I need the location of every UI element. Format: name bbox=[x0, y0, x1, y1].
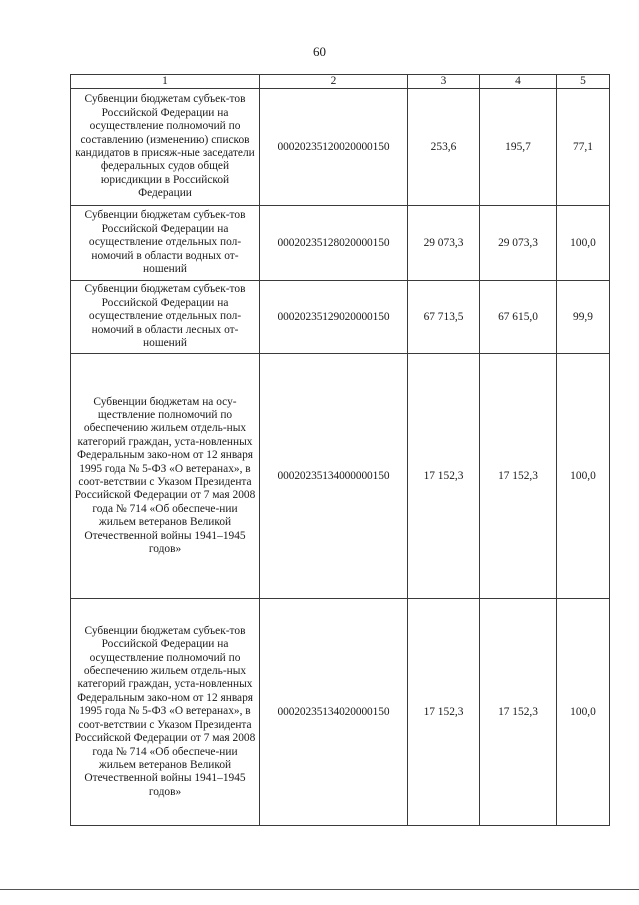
row-value-col4: 67 615,0 bbox=[480, 281, 557, 354]
row-budget-code: 00020235128020000150 bbox=[260, 206, 408, 281]
row-description: Субвенции бюджетам на осу-ществление полномочий по обеспечению жильем отдель-ных категорий граждан, уста-новленных Федеральным зако-ном от 12 января 1995 года № 5-ФЗ «О ветеранах», в соот-ветствии с Указом Президента Российской Федерации от 7 мая 2008 года № 714 «Об обеспече-нии жильем ветеранов Великой Отечественной войны 1941–1945 годов» bbox=[71, 354, 260, 599]
row-value-col3: 29 073,3 bbox=[408, 206, 480, 281]
row-value-col3: 17 152,3 bbox=[408, 354, 480, 599]
table-row bbox=[71, 206, 610, 281]
budget-table bbox=[70, 74, 610, 826]
row-value-col4: 29 073,3 bbox=[480, 206, 557, 281]
row-value-col4: 17 152,3 bbox=[480, 354, 557, 599]
table-row bbox=[71, 89, 610, 206]
row-budget-code: 00020235134020000150 bbox=[260, 599, 408, 826]
row-description: Субвенции бюджетам субъек-тов Российской Федерации на осуществление полномочий по составлению (изменению) списков кандидатов в присяж-ные заседатели федеральных судов общей юрисдикции в Российской Федерации bbox=[71, 89, 260, 206]
row-value-col5: 100,0 bbox=[557, 354, 610, 599]
table-row bbox=[71, 281, 610, 354]
row-description: Субвенции бюджетам субъек-тов Российской Федерации на осуществление отдельных пол-номочий в области водных от-ношений bbox=[71, 206, 260, 281]
table-header-row bbox=[71, 75, 610, 89]
column-header-1: 1 bbox=[71, 75, 260, 89]
row-budget-code: 00020235120020000150 bbox=[260, 89, 408, 206]
row-budget-code: 00020235134000000150 bbox=[260, 354, 408, 599]
row-value-col5: 100,0 bbox=[557, 206, 610, 281]
row-value-col3: 67 713,5 bbox=[408, 281, 480, 354]
row-value-col4: 195,7 bbox=[480, 89, 557, 206]
table-row bbox=[71, 354, 610, 599]
table-row bbox=[71, 599, 610, 826]
row-description: Субвенции бюджетам субъек-тов Российской Федерации на осуществление полномочий по обеспечению жильем отдель-ных категорий граждан, уста-новленных Федеральным зако-ном от 12 января 1995 года № 5-ФЗ «О ветеранах», в соот-ветствии с Указом Президента Российской Федерации от 7 мая 2008 года № 714 «Об обеспече-нии жильем ветеранов Великой Отечественной войны 1941–1945 годов» bbox=[71, 599, 260, 826]
page-number: 60 bbox=[313, 44, 326, 59]
row-value-col5: 100,0 bbox=[557, 599, 610, 826]
column-header-4: 4 bbox=[480, 75, 557, 89]
row-value-col5: 77,1 bbox=[557, 89, 610, 206]
row-value-col3: 17 152,3 bbox=[408, 599, 480, 826]
column-header-5: 5 bbox=[557, 75, 610, 89]
row-budget-code: 00020235129020000150 bbox=[260, 281, 408, 354]
row-value-col3: 253,6 bbox=[408, 89, 480, 206]
row-value-col4: 17 152,3 bbox=[480, 599, 557, 826]
column-header-3: 3 bbox=[408, 75, 480, 89]
column-header-2: 2 bbox=[260, 75, 408, 89]
row-value-col5: 99,9 bbox=[557, 281, 610, 354]
row-description: Субвенции бюджетам субъек-тов Российской Федерации на осуществление отдельных пол-номочий в области лесных от-ношений bbox=[71, 281, 260, 354]
page-bottom-rule bbox=[0, 889, 639, 890]
